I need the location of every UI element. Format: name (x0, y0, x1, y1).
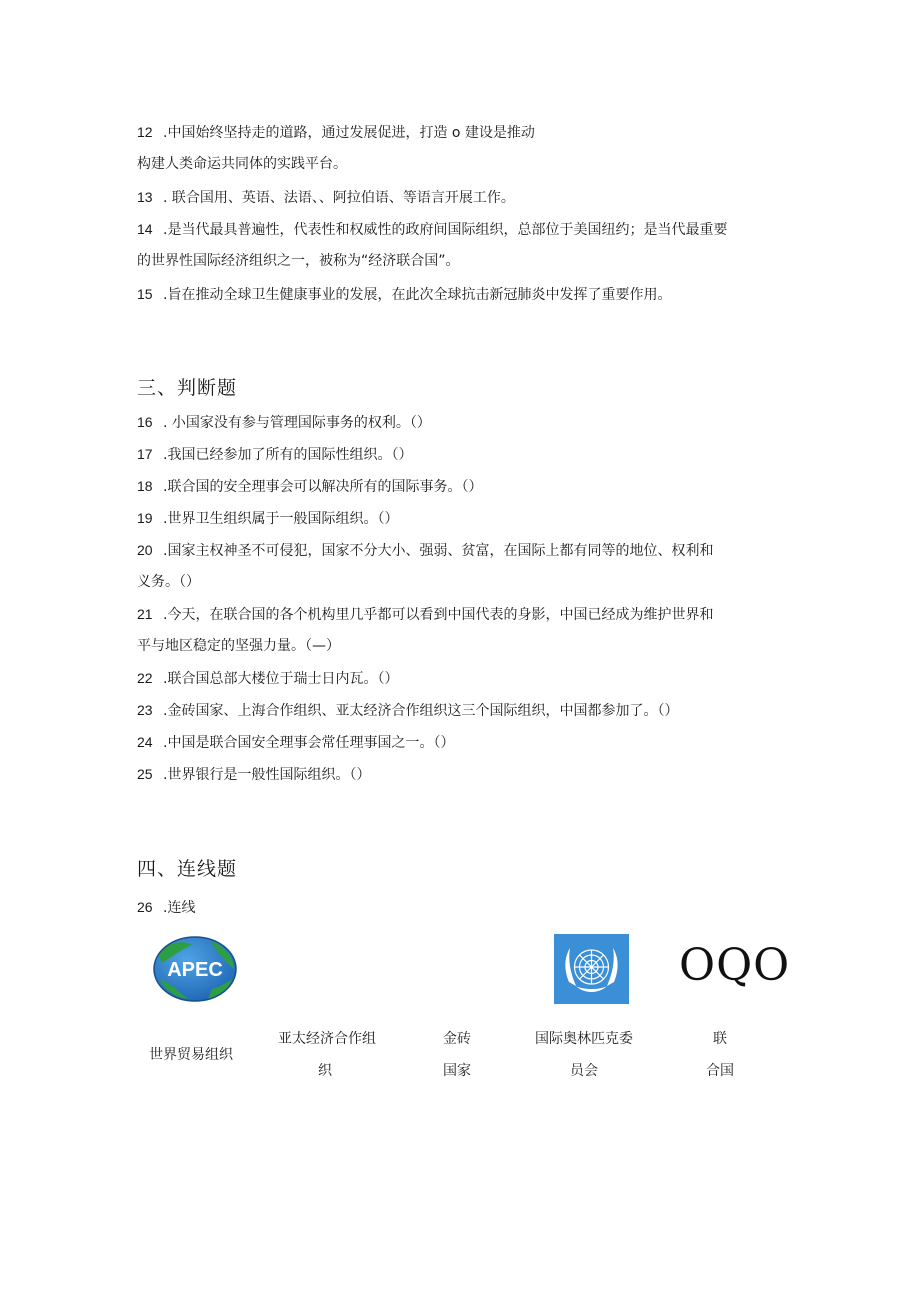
question-15 (137, 284, 671, 305)
question-12-continuation: 构建人类命运共同体的实践平台。 (137, 156, 347, 172)
question-text: .中国是联合国安全理事会常任理事国之一。（） (163, 735, 455, 751)
caption-line: 亚太经济合作组 (278, 1031, 376, 1047)
question-12 (137, 122, 535, 143)
question-number: 25 (137, 766, 153, 782)
caption-line: 联 (713, 1031, 727, 1047)
question-17 (137, 444, 412, 465)
caption-wto (143, 1045, 239, 1065)
question-number: 15 (137, 286, 153, 302)
question-text: .连线 (163, 900, 196, 916)
question-text: .世界卫生组织属于一般国际组织。（） (163, 511, 399, 527)
caption-line: 织 (318, 1063, 332, 1079)
question-text: . 联合国用、英语、法语、、阿拉伯语、等语言开展工作。 (163, 190, 515, 206)
question-text: .世界银行是一般性国际组织。（） (163, 767, 371, 783)
question-text: .国家主权神圣不可侵犯，国家不分大小、强弱、贫富，在国际上都有同等的地位、权利和 (163, 543, 714, 559)
caption-apec (272, 1029, 382, 1081)
question-number: 22 (137, 670, 153, 686)
question-text: .是当代最具普遍性，代表性和权威性的政府间国际组织，总部位于美国纽约；是当代最重要 (163, 222, 728, 238)
question-13 (137, 187, 515, 208)
section-heading-matching: 四、连线题 (137, 858, 238, 880)
question-number: 18 (137, 478, 153, 494)
question-number: 12 (137, 124, 153, 140)
question-24 (137, 732, 454, 753)
question-16 (137, 412, 431, 433)
question-14-continuation: 的世界性国际经济组织之一，被称为“经济联合国”。 (137, 253, 460, 269)
question-14 (137, 219, 727, 240)
question-text: .今天，在联合国的各个机构里几乎都可以看到中国代表的身影，中国已经成为维护世界和 (163, 607, 714, 623)
caption-un (700, 1029, 740, 1081)
question-number: 24 (137, 734, 153, 750)
caption-line: 金砖 (443, 1031, 471, 1047)
question-21 (137, 604, 713, 625)
question-number: 23 (137, 702, 153, 718)
caption-line: 合国 (706, 1063, 734, 1079)
question-26 (137, 897, 195, 918)
question-25 (137, 764, 370, 785)
question-23 (137, 700, 678, 721)
question-number: 26 (137, 899, 153, 915)
question-21-continuation: 平与地区稳定的坚强力量。（—） (137, 638, 340, 654)
question-text: .联合国总部大楼位于瑞士日内瓦。（） (163, 671, 399, 687)
question-number: 20 (137, 542, 153, 558)
question-20-continuation: 义务。（） (137, 574, 200, 590)
question-number: 13 (137, 189, 153, 205)
question-text: .联合国的安全理事会可以解决所有的国际事务。（） (163, 479, 483, 495)
question-text: .我国已经参加了所有的国际性组织。（） (163, 447, 413, 463)
question-20 (137, 540, 713, 561)
question-text: .中国始终坚持走的道路，通过发展促进，打造 o 建设是推动 (163, 125, 535, 141)
question-text: .金砖国家、上海合作组织、亚太经济合作组织这三个国际组织，中国都参加了。（） (163, 703, 679, 719)
un-emblem-icon (554, 934, 629, 1004)
question-number: 16 (137, 414, 153, 430)
caption-line: 世界贸易组织 (149, 1047, 233, 1063)
apec-logo-icon (152, 935, 238, 1003)
oqo-logo-text: OQO (679, 940, 791, 991)
question-22 (137, 668, 398, 689)
question-text: . 小国家没有参与管理国际事务的权利。（） (163, 415, 431, 431)
question-19 (137, 508, 398, 529)
caption-line: 国际奥林匹克委 (535, 1031, 633, 1047)
question-number: 19 (137, 510, 153, 526)
caption-brics (437, 1029, 477, 1081)
question-number: 21 (137, 606, 153, 622)
question-number: 17 (137, 446, 153, 462)
section-heading-judgement: 三、判断题 (137, 377, 238, 399)
caption-line: 国家 (443, 1063, 471, 1079)
caption-line: 员会 (570, 1063, 598, 1079)
question-18 (137, 476, 482, 497)
apec-logo-text: APEC (167, 959, 223, 981)
question-text: .旨在推动全球卫生健康事业的发展，在此次全球抗击新冠肺炎中发挥了重要作用。 (163, 287, 672, 303)
question-number: 14 (137, 221, 153, 237)
caption-ioc (528, 1029, 640, 1081)
